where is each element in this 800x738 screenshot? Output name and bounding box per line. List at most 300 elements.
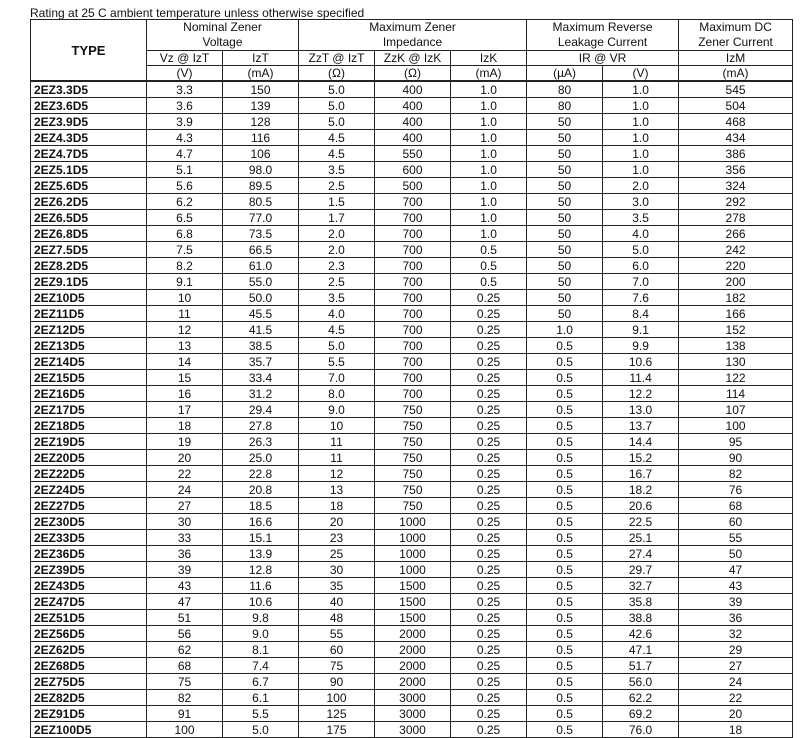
part-number-cell: 2EZ68D5 — [31, 658, 147, 674]
value-cell: 0.25 — [451, 322, 527, 338]
value-cell: 66.5 — [223, 242, 299, 258]
value-cell: 12.8 — [223, 562, 299, 578]
value-cell: 0.25 — [451, 466, 527, 482]
value-cell: 0.25 — [451, 674, 527, 690]
value-cell: 23 — [299, 530, 375, 546]
value-cell: 1.0 — [603, 146, 679, 162]
table-row — [31, 706, 793, 722]
unit-header: (mA) — [451, 66, 527, 82]
value-cell: 0.25 — [451, 338, 527, 354]
value-cell: 11.6 — [223, 578, 299, 594]
unit-header: (V) — [147, 66, 223, 82]
value-cell: 82 — [679, 466, 793, 482]
value-cell: 75 — [147, 674, 223, 690]
max-zener-impedance-header — [299, 20, 527, 51]
value-cell: 278 — [679, 210, 793, 226]
value-cell: 1.0 — [451, 226, 527, 242]
part-number-cell: 2EZ12D5 — [31, 322, 147, 338]
value-cell: 1.0 — [603, 98, 679, 114]
value-cell: 9.9 — [603, 338, 679, 354]
unit-header: (Ω) — [299, 66, 375, 82]
value-cell: 10.6 — [603, 354, 679, 370]
value-cell: 13.9 — [223, 546, 299, 562]
value-cell: 1000 — [375, 546, 451, 562]
value-cell: 0.5 — [451, 242, 527, 258]
value-cell: 38.8 — [603, 610, 679, 626]
value-cell: 0.25 — [451, 594, 527, 610]
value-cell: 8.4 — [603, 306, 679, 322]
value-cell: 4.0 — [299, 306, 375, 322]
header-line: Leakage Current — [557, 35, 648, 49]
value-cell: 1000 — [375, 530, 451, 546]
value-cell: 750 — [375, 466, 451, 482]
value-cell: 7.0 — [603, 274, 679, 290]
value-cell: 1.0 — [603, 130, 679, 146]
value-cell: 545 — [679, 81, 793, 98]
table-row — [31, 178, 793, 194]
value-cell: 91 — [147, 706, 223, 722]
value-cell: 700 — [375, 226, 451, 242]
value-cell: 1500 — [375, 610, 451, 626]
param-header: IzM — [679, 51, 793, 66]
value-cell: 1.0 — [527, 322, 603, 338]
value-cell: 19 — [147, 434, 223, 450]
value-cell: 1.0 — [451, 114, 527, 130]
value-cell: 0.5 — [527, 514, 603, 530]
value-cell: 1500 — [375, 594, 451, 610]
value-cell: 8.1 — [223, 642, 299, 658]
value-cell: 16.7 — [603, 466, 679, 482]
value-cell: 75 — [299, 658, 375, 674]
part-number-cell: 2EZ100D5 — [31, 722, 147, 738]
value-cell: 47.1 — [603, 642, 679, 658]
value-cell: 42.6 — [603, 626, 679, 642]
value-cell: 700 — [375, 290, 451, 306]
header-line: Maximum Reverse — [552, 20, 653, 34]
value-cell: 0.5 — [527, 354, 603, 370]
value-cell: 468 — [679, 114, 793, 130]
value-cell: 1.0 — [603, 114, 679, 130]
value-cell: 6.7 — [223, 674, 299, 690]
part-number-cell: 2EZ33D5 — [31, 530, 147, 546]
value-cell: 4.3 — [147, 130, 223, 146]
value-cell: 50 — [527, 162, 603, 178]
part-number-cell: 2EZ82D5 — [31, 690, 147, 706]
value-cell: 76.0 — [603, 722, 679, 738]
param-header: IzT — [223, 51, 299, 66]
part-number-cell: 2EZ22D5 — [31, 466, 147, 482]
value-cell: 1.5 — [299, 194, 375, 210]
table-row — [31, 722, 793, 738]
value-cell: 0.5 — [527, 482, 603, 498]
value-cell: 3.0 — [603, 194, 679, 210]
param-header: ZzT @ IzT — [299, 51, 375, 66]
value-cell: 0.5 — [527, 338, 603, 354]
value-cell: 106 — [223, 146, 299, 162]
value-cell: 18 — [679, 722, 793, 738]
value-cell: 14.4 — [603, 434, 679, 450]
value-cell: 11 — [147, 306, 223, 322]
table-row — [31, 258, 793, 274]
table-row — [31, 466, 793, 482]
value-cell: 0.5 — [527, 658, 603, 674]
value-cell: 3.6 — [147, 98, 223, 114]
value-cell: 700 — [375, 274, 451, 290]
value-cell: 50 — [527, 258, 603, 274]
value-cell: 550 — [375, 146, 451, 162]
value-cell: 68 — [147, 658, 223, 674]
value-cell: 3.5 — [299, 162, 375, 178]
value-cell: 700 — [375, 194, 451, 210]
value-cell: 69.2 — [603, 706, 679, 722]
value-cell: 400 — [375, 130, 451, 146]
value-cell: 1.0 — [451, 130, 527, 146]
value-cell: 242 — [679, 242, 793, 258]
type-header: TYPE — [31, 20, 147, 82]
value-cell: 73.5 — [223, 226, 299, 242]
zener-spec-table — [30, 19, 793, 738]
value-cell: 5.5 — [299, 354, 375, 370]
value-cell: 98.0 — [223, 162, 299, 178]
table-row — [31, 81, 793, 98]
value-cell: 0.5 — [527, 386, 603, 402]
value-cell: 50 — [527, 274, 603, 290]
value-cell: 43 — [679, 578, 793, 594]
value-cell: 30 — [147, 514, 223, 530]
value-cell: 9.0 — [223, 626, 299, 642]
value-cell: 36 — [147, 546, 223, 562]
value-cell: 18 — [147, 418, 223, 434]
value-cell: 32.7 — [603, 578, 679, 594]
value-cell: 15 — [147, 370, 223, 386]
value-cell: 3000 — [375, 690, 451, 706]
value-cell: 56 — [147, 626, 223, 642]
value-cell: 0.5 — [527, 434, 603, 450]
value-cell: 50 — [527, 306, 603, 322]
part-number-cell: 2EZ4.7D5 — [31, 146, 147, 162]
table-row — [31, 114, 793, 130]
value-cell: 3.3 — [147, 81, 223, 98]
value-cell: 2.3 — [299, 258, 375, 274]
value-cell: 0.5 — [451, 258, 527, 274]
table-row — [31, 546, 793, 562]
value-cell: 100 — [147, 722, 223, 738]
table-row — [31, 354, 793, 370]
value-cell: 1.0 — [451, 146, 527, 162]
value-cell: 3.5 — [299, 290, 375, 306]
value-cell: 175 — [299, 722, 375, 738]
value-cell: 0.25 — [451, 482, 527, 498]
value-cell: 62.2 — [603, 690, 679, 706]
value-cell: 10.6 — [223, 594, 299, 610]
value-cell: 182 — [679, 290, 793, 306]
value-cell: 76 — [679, 482, 793, 498]
value-cell: 1.0 — [451, 178, 527, 194]
value-cell: 1.0 — [603, 162, 679, 178]
value-cell: 114 — [679, 386, 793, 402]
value-cell: 16.6 — [223, 514, 299, 530]
value-cell: 33.4 — [223, 370, 299, 386]
value-cell: 107 — [679, 402, 793, 418]
value-cell: 0.25 — [451, 722, 527, 738]
value-cell: 0.5 — [527, 370, 603, 386]
value-cell: 60 — [299, 642, 375, 658]
value-cell: 5.0 — [299, 338, 375, 354]
value-cell: 47 — [147, 594, 223, 610]
part-number-cell: 2EZ13D5 — [31, 338, 147, 354]
value-cell: 6.5 — [147, 210, 223, 226]
table-row — [31, 210, 793, 226]
value-cell: 139 — [223, 98, 299, 114]
value-cell: 10 — [299, 418, 375, 434]
value-cell: 3000 — [375, 706, 451, 722]
part-number-cell: 2EZ56D5 — [31, 626, 147, 642]
value-cell: 130 — [679, 354, 793, 370]
value-cell: 1.0 — [451, 194, 527, 210]
part-number-cell: 2EZ3.3D5 — [31, 81, 147, 98]
value-cell: 20.6 — [603, 498, 679, 514]
value-cell: 43 — [147, 578, 223, 594]
value-cell: 4.7 — [147, 146, 223, 162]
value-cell: 20 — [679, 706, 793, 722]
value-cell: 95 — [679, 434, 793, 450]
value-cell: 0.5 — [527, 626, 603, 642]
value-cell: 17 — [147, 402, 223, 418]
value-cell: 29.4 — [223, 402, 299, 418]
value-cell: 0.5 — [527, 722, 603, 738]
value-cell: 0.25 — [451, 434, 527, 450]
part-number-cell: 2EZ24D5 — [31, 482, 147, 498]
value-cell: 0.25 — [451, 706, 527, 722]
value-cell: 0.25 — [451, 402, 527, 418]
value-cell: 16 — [147, 386, 223, 402]
value-cell: 0.5 — [527, 466, 603, 482]
value-cell: 138 — [679, 338, 793, 354]
value-cell: 0.25 — [451, 354, 527, 370]
table-row — [31, 690, 793, 706]
value-cell: 50 — [527, 242, 603, 258]
value-cell: 0.25 — [451, 386, 527, 402]
value-cell: 0.25 — [451, 546, 527, 562]
nominal-zener-voltage-header — [147, 20, 299, 51]
value-cell: 29 — [679, 642, 793, 658]
value-cell: 55 — [299, 626, 375, 642]
value-cell: 8.2 — [147, 258, 223, 274]
value-cell: 0.25 — [451, 450, 527, 466]
value-cell: 2000 — [375, 626, 451, 642]
value-cell: 0.5 — [451, 274, 527, 290]
value-cell: 50.0 — [223, 290, 299, 306]
part-number-cell: 2EZ27D5 — [31, 498, 147, 514]
value-cell: 6.2 — [147, 194, 223, 210]
value-cell: 1.0 — [451, 162, 527, 178]
part-number-cell: 2EZ4.3D5 — [31, 130, 147, 146]
value-cell: 45.5 — [223, 306, 299, 322]
table-row — [31, 418, 793, 434]
table-row — [31, 642, 793, 658]
value-cell: 504 — [679, 98, 793, 114]
table-row — [31, 98, 793, 114]
value-cell: 2.5 — [299, 274, 375, 290]
value-cell: 166 — [679, 306, 793, 322]
value-cell: 0.5 — [527, 674, 603, 690]
value-cell: 5.0 — [603, 242, 679, 258]
value-cell: 0.5 — [527, 418, 603, 434]
value-cell: 4.5 — [299, 130, 375, 146]
value-cell: 62 — [147, 642, 223, 658]
value-cell: 128 — [223, 114, 299, 130]
part-number-cell: 2EZ47D5 — [31, 594, 147, 610]
value-cell: 700 — [375, 242, 451, 258]
table-row — [31, 226, 793, 242]
value-cell: 2.0 — [299, 242, 375, 258]
value-cell: 25.1 — [603, 530, 679, 546]
value-cell: 700 — [375, 210, 451, 226]
table-row — [31, 434, 793, 450]
table-row — [31, 562, 793, 578]
value-cell: 27 — [147, 498, 223, 514]
part-number-cell: 2EZ30D5 — [31, 514, 147, 530]
value-cell: 12 — [299, 466, 375, 482]
part-number-cell: 2EZ91D5 — [31, 706, 147, 722]
value-cell: 2000 — [375, 658, 451, 674]
value-cell: 11.4 — [603, 370, 679, 386]
value-cell: 2.5 — [299, 178, 375, 194]
part-number-cell: 2EZ18D5 — [31, 418, 147, 434]
value-cell: 6.1 — [223, 690, 299, 706]
max-reverse-leakage-header — [527, 20, 679, 51]
value-cell: 5.0 — [223, 722, 299, 738]
value-cell: 50 — [527, 130, 603, 146]
part-number-cell: 2EZ39D5 — [31, 562, 147, 578]
value-cell: 0.25 — [451, 690, 527, 706]
value-cell: 2.0 — [603, 178, 679, 194]
table-row — [31, 530, 793, 546]
value-cell: 4.5 — [299, 146, 375, 162]
value-cell: 11 — [299, 434, 375, 450]
value-cell: 0.5 — [527, 706, 603, 722]
header-line: Maximum DC — [699, 20, 772, 34]
value-cell: 22.8 — [223, 466, 299, 482]
value-cell: 80.5 — [223, 194, 299, 210]
value-cell: 0.25 — [451, 642, 527, 658]
table-row — [31, 130, 793, 146]
value-cell: 0.5 — [527, 594, 603, 610]
value-cell: 700 — [375, 322, 451, 338]
value-cell: 82 — [147, 690, 223, 706]
value-cell: 386 — [679, 146, 793, 162]
table-row — [31, 578, 793, 594]
header-line: Zener Current — [698, 35, 773, 49]
value-cell: 20 — [147, 450, 223, 466]
value-cell: 4.5 — [299, 322, 375, 338]
table-row — [31, 146, 793, 162]
value-cell: 750 — [375, 402, 451, 418]
value-cell: 48 — [299, 610, 375, 626]
value-cell: 100 — [679, 418, 793, 434]
value-cell: 2000 — [375, 674, 451, 690]
param-header: Vz @ IzT — [147, 51, 223, 66]
table-row — [31, 386, 793, 402]
value-cell: 0.25 — [451, 370, 527, 386]
table-row — [31, 370, 793, 386]
value-cell: 22.5 — [603, 514, 679, 530]
value-cell: 1.0 — [603, 81, 679, 98]
value-cell: 90 — [299, 674, 375, 690]
value-cell: 38.5 — [223, 338, 299, 354]
value-cell: 7.4 — [223, 658, 299, 674]
value-cell: 1000 — [375, 514, 451, 530]
value-cell: 13 — [147, 338, 223, 354]
value-cell: 1500 — [375, 578, 451, 594]
value-cell: 26.3 — [223, 434, 299, 450]
part-number-cell: 2EZ7.5D5 — [31, 242, 147, 258]
header-line: Impedance — [382, 35, 443, 49]
part-number-cell: 2EZ75D5 — [31, 674, 147, 690]
value-cell: 32 — [679, 626, 793, 642]
value-cell: 51.7 — [603, 658, 679, 674]
value-cell: 0.5 — [527, 530, 603, 546]
value-cell: 0.25 — [451, 514, 527, 530]
value-cell: 50 — [527, 210, 603, 226]
value-cell: 700 — [375, 258, 451, 274]
value-cell: 0.5 — [527, 450, 603, 466]
part-number-cell: 2EZ16D5 — [31, 386, 147, 402]
value-cell: 0.25 — [451, 418, 527, 434]
table-row — [31, 162, 793, 178]
value-cell: 55 — [679, 530, 793, 546]
value-cell: 0.25 — [451, 562, 527, 578]
value-cell: 14 — [147, 354, 223, 370]
value-cell: 600 — [375, 162, 451, 178]
value-cell: 56.0 — [603, 674, 679, 690]
value-cell: 266 — [679, 226, 793, 242]
value-cell: 0.25 — [451, 530, 527, 546]
value-cell: 7.5 — [147, 242, 223, 258]
value-cell: 0.5 — [527, 642, 603, 658]
value-cell: 60 — [679, 514, 793, 530]
rating-caption: Rating at 25 C ambient temperature unless otherwise specified — [30, 6, 365, 20]
value-cell: 3.9 — [147, 114, 223, 130]
table-row — [31, 626, 793, 642]
value-cell: 400 — [375, 98, 451, 114]
value-cell: 13.7 — [603, 418, 679, 434]
param-header: ZzK @ IzK — [375, 51, 451, 66]
part-number-cell: 2EZ51D5 — [31, 610, 147, 626]
value-cell: 0.25 — [451, 578, 527, 594]
value-cell: 18 — [299, 498, 375, 514]
part-number-cell: 2EZ62D5 — [31, 642, 147, 658]
value-cell: 50 — [527, 114, 603, 130]
value-cell: 700 — [375, 386, 451, 402]
table-row — [31, 658, 793, 674]
value-cell: 152 — [679, 322, 793, 338]
value-cell: 5.6 — [147, 178, 223, 194]
header-line: Maximum Zener — [369, 20, 456, 34]
value-cell: 0.5 — [527, 498, 603, 514]
value-cell: 50 — [527, 290, 603, 306]
header-line: Voltage — [202, 35, 243, 49]
value-cell: 1.0 — [451, 98, 527, 114]
value-cell: 50 — [527, 226, 603, 242]
table-row — [31, 274, 793, 290]
value-cell: 24 — [147, 482, 223, 498]
value-cell: 27 — [679, 658, 793, 674]
value-cell: 116 — [223, 130, 299, 146]
value-cell: 400 — [375, 81, 451, 98]
value-cell: 0.5 — [527, 402, 603, 418]
part-number-cell: 2EZ43D5 — [31, 578, 147, 594]
